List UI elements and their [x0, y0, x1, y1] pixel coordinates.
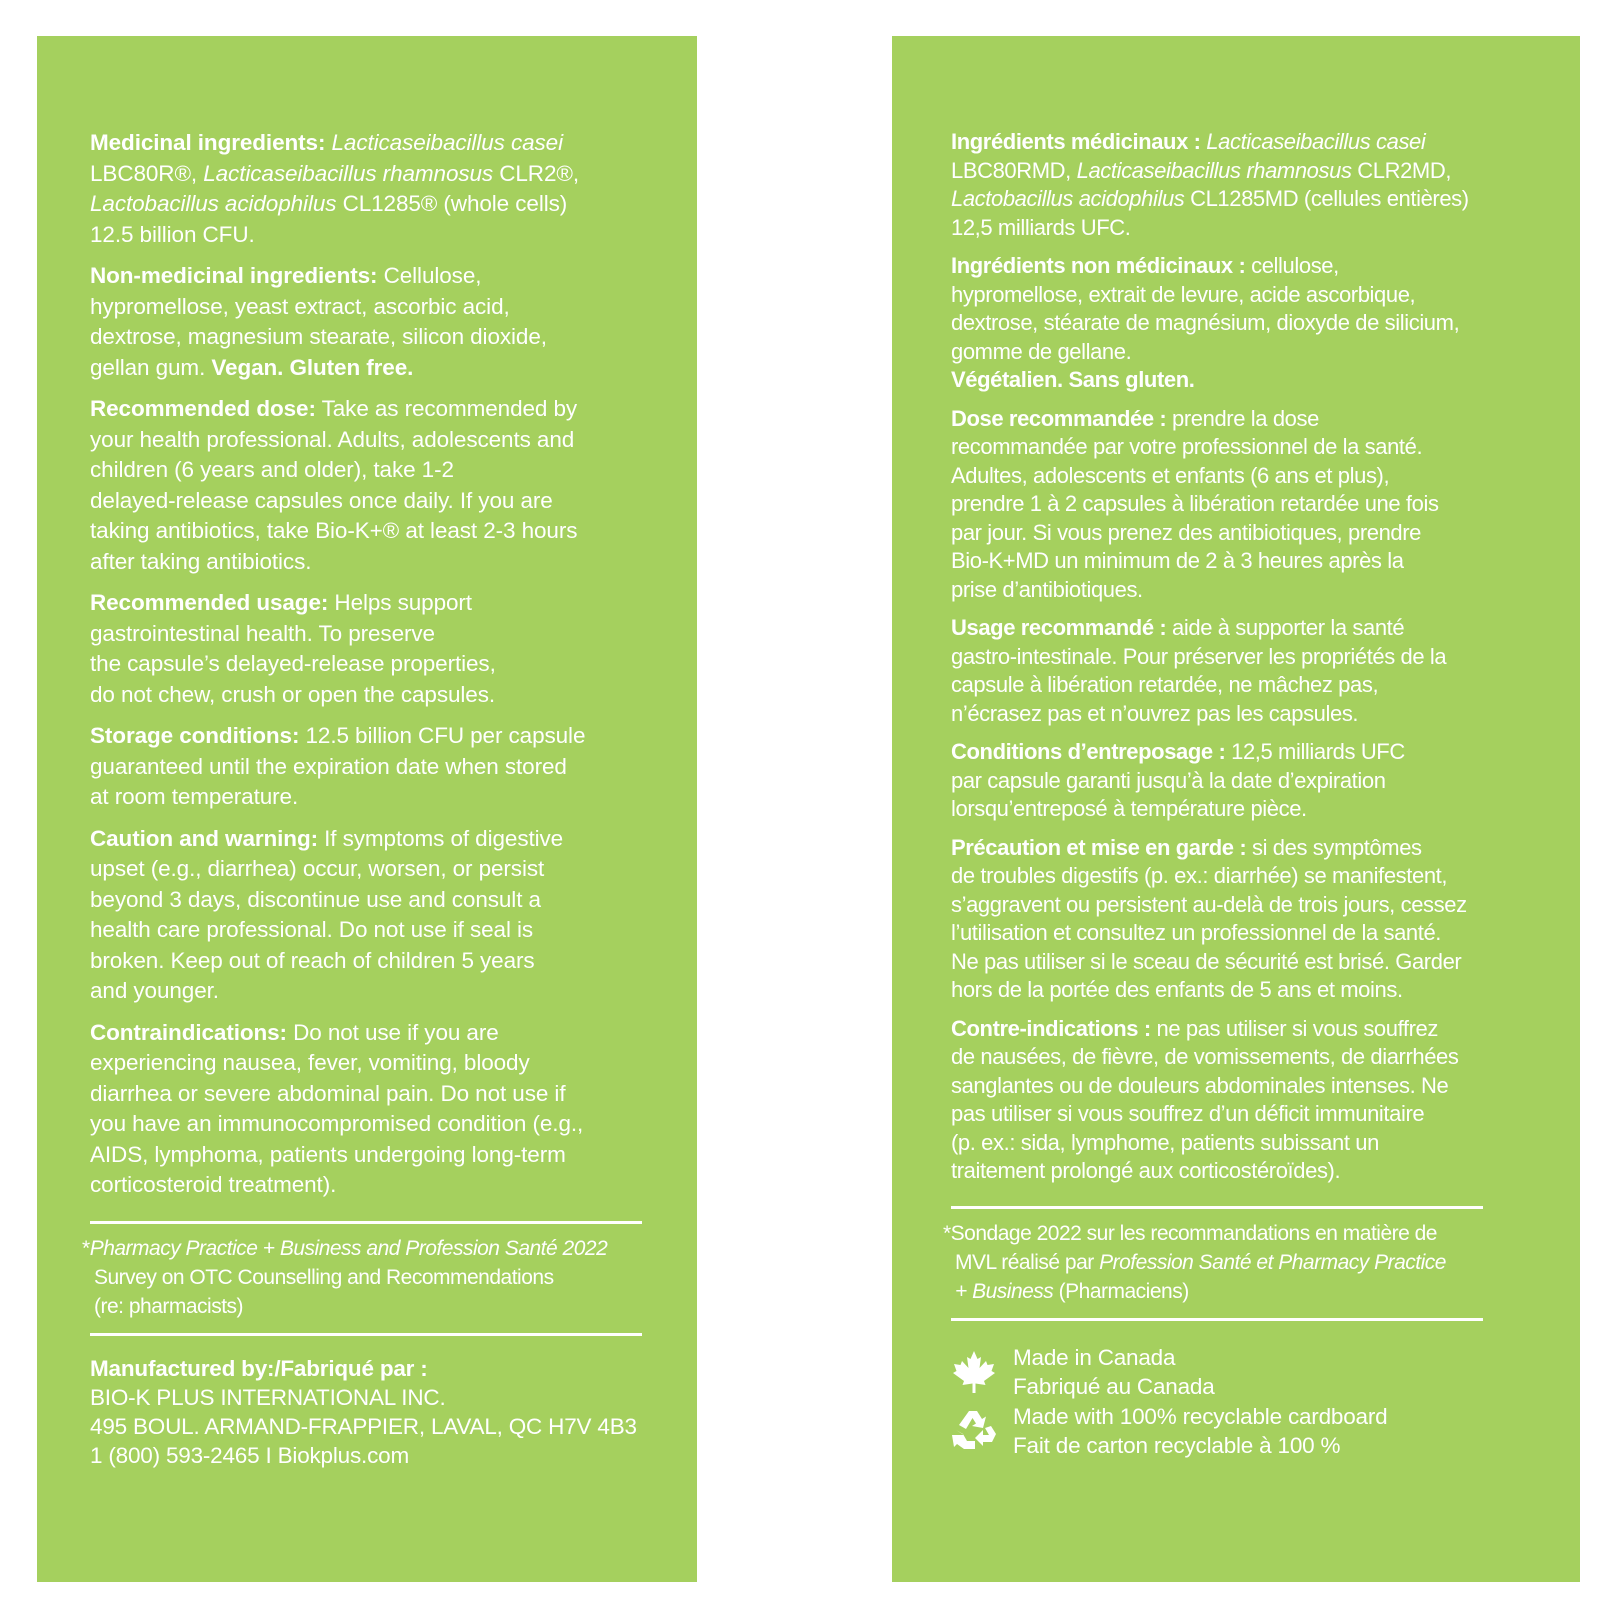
recycle-icon	[951, 1408, 1001, 1454]
medicinal-line-1: Medicinal ingredients: Lacticaseibacillus casei	[90, 130, 563, 155]
english-label-panel	[37, 36, 697, 1582]
recycle-icon	[951, 1402, 1013, 1454]
english-content	[82, 128, 690, 1470]
divider	[951, 1206, 1483, 1209]
manufacturer-contact: 1 (800) 593-2465 I Biokplus.com	[90, 1442, 409, 1468]
caution-warning-fr: Précaution et mise en garde : si des symptômes de troubles digestifs (p. ex.: diarrhée) se manifestent, s’aggravent ou persistent au-delà de trois jours, cessez l’utilisation et consultez un professionnel de la santé. Ne pas utiliser si le sceau de sécurité est brisé. Garder hors de la portée des enfants de 5 ans et moins.	[951, 834, 1467, 1002]
recommended-dose-en: Recommended dose: Take as recommended by your health professional. Adults, adolescents and children (6 years and older), take 1-2 delayed-release capsules once daily. If you are taking antibiotics, take Bio-K+® at least 2-3 hours after taking antibiotics.	[90, 396, 578, 574]
maple-leaf-icon	[951, 1349, 997, 1395]
storage-conditions-fr: Conditions d’entreposage : 12,5 milliards UFC par capsule garanti jusqu’à la date d’expiration lorsqu’entreposé à température pièce.	[951, 739, 1405, 821]
divider	[90, 1221, 642, 1224]
recommended-usage-en: Recommended usage: Helps support gastrointestinal health. To preserve the capsule’s delayed-release properties, do not chew, crush or open the capsules.	[90, 590, 496, 707]
manufacturer-address: 495 BOUL. ARMAND-FRAPPIER, LAVAL, QC H7V 4B3	[90, 1413, 637, 1439]
divider	[90, 1333, 642, 1336]
footnote-en: *Pharmacy Practice + Business and Profession Santé 2022 Survey on OTC Counselling and Recommendations (re: pharmacists)	[82, 1236, 608, 1318]
medicinal-line-3: Lactobacillus acidophilus CL1285® (whole cells)	[90, 191, 568, 216]
storage-conditions-en: Storage conditions: 12.5 billion CFU per capsule guaranteed until the expiration date when stored at room temperature.	[90, 723, 586, 809]
made-in-canada-badge: Made in Canada Fabriqué au Canada	[951, 1343, 1571, 1401]
non-medicinal-ingredients-en: Non-medicinal ingredients: Cellulose, hypromellose, yeast extract, ascorbic acid, dextrose, magnesium stearate, silicon dioxide, gellan gum. Vegan. Gluten free.	[90, 263, 547, 380]
badges	[951, 1343, 1571, 1460]
manufacturer-info: Manufactured by:/Fabriqué par : BIO-K PLUS INTERNATIONAL INC. 495 BOUL. ARMAND-FRAPPIER, LAVAL, QC H7V 4B3 1 (800) 593-2465 I Biokplus.com	[90, 1354, 690, 1470]
divider	[951, 1318, 1483, 1321]
recommended-dose-fr: Dose recommandée : prendre la dose recommandée par votre professionnel de la santé. Adultes, adolescents et enfants (6 ans et plus), prendre 1 à 2 capsules à libération retardée une fois par jour. Si vous prenez des antibiotiques, prendre Bio-K+MD un minimum de 2 à 3 heures après la prise d’antibiotiques.	[951, 405, 1439, 602]
caution-warning-en: Caution and warning: If symptoms of digestive upset (e.g., diarrhea) occur, worsen, or persist beyond 3 days, discontinue use and consult a health care professional. Do not use if seal is broken. Keep out of reach of children 5 years and younger.	[90, 825, 564, 1003]
contraindications-en: Contraindications: Do not use if you are experiencing nausea, fever, vomiting, bloody diarrhea or severe abdominal pain. Do not use if you have an immunocompromised condition (e.g., AIDS, lymphoma, patients undergoing long-term corticosteroid treatment).	[90, 1019, 584, 1197]
manufacturer-name: BIO-K PLUS INTERNATIONAL INC.	[90, 1384, 446, 1410]
non-medicinal-ingredients-fr: Ingrédients non médicinaux : cellulose, hypromellose, extrait de levure, acide ascorbique, dextrose, stéarate de magnésium, dioxyde de silicium, gomme de gellane. Végétalien. Sans gluten.	[951, 253, 1460, 392]
contraindications-fr: Contre-indications : ne pas utiliser si vous souffrez de nausées, de fièvre, de vomissements, de diarrhées sanglantes ou de douleurs abdominales intenses. Ne pas utiliser si vous souffrez d’un déficit immunitaire (p. ex.: sida, lymphome, patients subissant un traitement prolongé aux corticostéroïdes).	[951, 1015, 1459, 1183]
footnote-fr: *Sondage 2022 sur les recommandations en matière de MVL réalisé par Profession Santé et Pharmacy Practice + Business (Pharmaciens)	[943, 1221, 1446, 1303]
french-label-panel	[892, 36, 1580, 1582]
medicinal-line-4: 12.5 billion CFU.	[90, 221, 255, 247]
recyclable-cardboard-badge: Made with 100% recyclable cardboard Fait de carton recyclable à 100 %	[951, 1402, 1571, 1460]
medicinal-ingredients-fr: Ingrédients médicinaux : Lacticaseibacillus casei LBC80RMD, Lacticaseibacillus rhamnosus CLR2MD, Lactobacillus acidophilus CL1285MD (cellules entières) 12,5 milliards UFC.	[951, 129, 1469, 240]
medicinal-ingredients-en	[90, 128, 690, 250]
maple-leaf-icon	[951, 1343, 1013, 1395]
french-content	[943, 128, 1571, 1460]
recommended-usage-fr: Usage recommandé : aide à supporter la santé gastro-intestinale. Pour préserver les propriétés de la capsule à libération retardée, ne mâchez pas, n’écrasez pas et n’ouvrez pas les capsules.	[951, 615, 1447, 726]
medicinal-line-2: LBC80R®, Lacticaseibacillus rhamnosus CLR2®,	[90, 160, 579, 186]
